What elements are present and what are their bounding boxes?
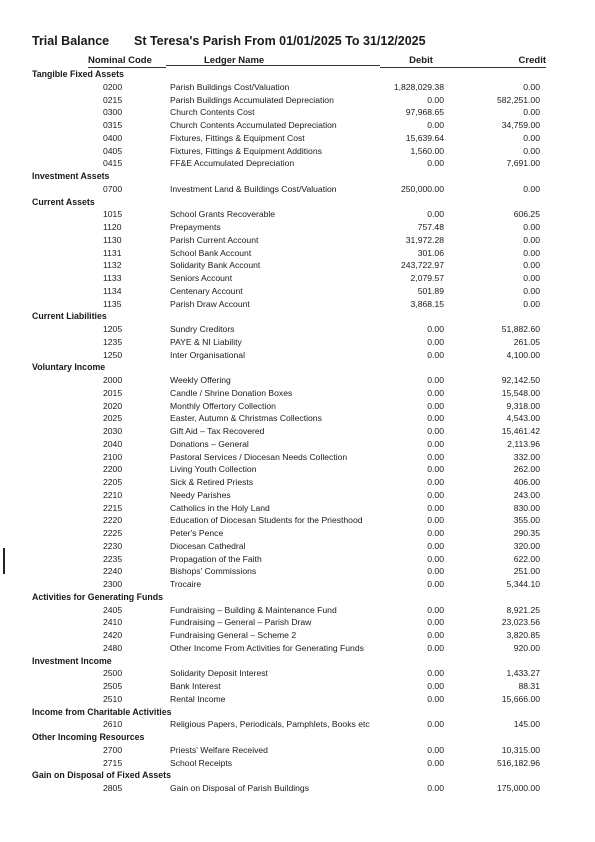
- table-row: [0, 221, 595, 234]
- section-heading: [0, 731, 595, 744]
- column-header-credit: Credit: [462, 55, 546, 68]
- cell-credit: 606.25: [513, 209, 540, 220]
- cell-code: 0300: [103, 107, 123, 118]
- table-row: [0, 489, 595, 502]
- table-row: [0, 476, 595, 489]
- cell-name: Parish Buildings Cost/Valuation: [170, 81, 290, 92]
- section-heading: [0, 310, 595, 323]
- section-heading: [0, 655, 595, 668]
- cell-code: 1015: [103, 209, 123, 220]
- table-row: [0, 272, 595, 285]
- table-row: [0, 502, 595, 515]
- cell-credit: 0.00: [523, 222, 540, 232]
- cell-debit: 0.00: [427, 158, 444, 169]
- cell-debit: 0.00: [427, 336, 444, 347]
- cell-debit: 0.00: [427, 617, 444, 628]
- table-row: [0, 438, 595, 451]
- cell-name: Investment Land & Buildings Cost/Valuation: [170, 183, 337, 194]
- cell-credit: 0.00: [523, 183, 540, 194]
- cell-debit: 0.00: [427, 579, 444, 589]
- cell-credit: 0.00: [523, 132, 540, 143]
- report-subtitle: St Teresa's Parish From 01/01/2025 To 31/12/2025: [134, 34, 426, 48]
- cell-credit: 23,023.56: [501, 617, 540, 628]
- cell-credit: 290.35: [513, 528, 540, 538]
- cell-code: 1135: [103, 298, 122, 309]
- cell-credit: 175,000.00: [496, 783, 540, 793]
- cell-credit: 8,921.25: [506, 604, 540, 615]
- cell-name: Fixtures, Fittings & Equipment Additions: [170, 145, 322, 156]
- cell-code: 2500: [103, 668, 123, 679]
- cell-code: 2700: [103, 744, 123, 755]
- cell-code: 1235: [103, 336, 123, 347]
- cell-code: 2205: [103, 477, 123, 487]
- cell-code: 2420: [103, 630, 123, 640]
- cell-debit: 1,828,029.38: [393, 81, 444, 92]
- table-row: [0, 693, 595, 706]
- cell-debit: 0.00: [427, 426, 444, 436]
- cell-debit: 0.00: [427, 489, 444, 500]
- cell-code: 1131: [103, 247, 122, 258]
- report-title: Trial Balance: [32, 34, 110, 48]
- cell-credit: 0.00: [523, 285, 540, 296]
- cell-debit: 0.00: [427, 387, 444, 398]
- table-row: [0, 336, 595, 349]
- cell-code: 0215: [103, 94, 123, 105]
- cell-credit: 2,113.96: [507, 438, 540, 449]
- cell-debit: 301.06: [417, 247, 444, 258]
- cell-code: 2210: [103, 489, 123, 500]
- cell-credit: 332.00: [513, 451, 540, 462]
- cell-debit: 0.00: [427, 642, 444, 653]
- cell-code: 2200: [103, 464, 123, 475]
- cell-credit: 261.05: [513, 336, 540, 347]
- section-title: Activities for Generating Funds: [32, 591, 163, 602]
- section-title: Investment Assets: [32, 171, 110, 181]
- cell-debit: 31,972.28: [405, 234, 444, 245]
- table-row: [0, 412, 595, 425]
- cell-debit: 0.00: [427, 744, 444, 755]
- cell-name: Bank Interest: [170, 681, 221, 691]
- cell-debit: 0.00: [427, 400, 444, 411]
- cell-credit: 92,142.50: [501, 375, 540, 385]
- cell-credit: 51,882.60: [501, 324, 540, 334]
- cell-code: 2020: [103, 400, 123, 411]
- cell-name: Fundraising – Building & Maintenance Fund: [170, 604, 337, 615]
- cell-credit: 10,315.00: [501, 744, 540, 755]
- cell-code: 2510: [103, 693, 123, 704]
- cell-debit: 0.00: [427, 120, 444, 130]
- table-row: [0, 285, 595, 298]
- cell-code: 2230: [103, 540, 123, 551]
- cell-name: FF&E Accumulated Depreciation: [170, 158, 295, 169]
- cell-name: Trocaire: [170, 579, 202, 589]
- cell-name: PAYE & NI Liability: [170, 336, 242, 347]
- section-title: Tangible Fixed Assets: [32, 69, 124, 79]
- cell-name: Sundry Creditors: [170, 324, 235, 334]
- cell-debit: 0.00: [427, 681, 444, 691]
- table-row: [0, 400, 595, 413]
- cell-debit: 0.00: [427, 464, 444, 475]
- cell-debit: 0.00: [427, 438, 444, 449]
- cell-code: 1120: [103, 222, 122, 232]
- table-row: [0, 451, 595, 464]
- table-row: [0, 106, 595, 119]
- column-header-name: Ledger Name: [166, 55, 380, 66]
- cell-name: Fundraising General – Scheme 2: [170, 630, 297, 640]
- cell-name: Fundraising – General – Parish Draw: [170, 617, 312, 628]
- cell-code: 2215: [103, 502, 123, 513]
- table-row: [0, 119, 595, 132]
- cell-credit: 88.31: [518, 681, 540, 691]
- cell-name: Solidarity Deposit Interest: [170, 668, 268, 679]
- cell-credit: 5,344.10: [506, 579, 540, 589]
- cell-code: 2405: [103, 604, 123, 615]
- cell-debit: 0.00: [427, 209, 444, 220]
- cell-code: 2015: [103, 387, 123, 398]
- cell-credit: 830.00: [513, 502, 540, 513]
- cell-name: Parish Buildings Accumulated Depreciation: [170, 94, 334, 105]
- cell-code: 1132: [103, 260, 122, 271]
- cell-name: Other Income From Activities for Generating Funds: [170, 642, 364, 653]
- table-row: [0, 680, 595, 693]
- table-row: [0, 629, 595, 642]
- cell-code: 2480: [103, 642, 123, 653]
- report-header: [32, 34, 426, 48]
- cell-name: Prepayments: [170, 222, 221, 232]
- cell-name: Church Contents Cost: [170, 107, 255, 118]
- cell-code: 0415: [103, 158, 123, 169]
- cell-credit: 15,666.00: [501, 693, 540, 704]
- cell-code: 1133: [103, 273, 122, 283]
- table-row: [0, 616, 595, 629]
- cell-code: 1134: [103, 285, 122, 296]
- cell-debit: 0.00: [427, 94, 444, 105]
- table-row: [0, 349, 595, 362]
- table-row: [0, 578, 595, 591]
- table-row: [0, 132, 595, 145]
- cell-code: 2505: [103, 681, 123, 691]
- cell-debit: 0.00: [427, 630, 444, 640]
- cell-code: 2410: [103, 617, 123, 628]
- table-row: [0, 247, 595, 260]
- cell-debit: 243,722.97: [400, 260, 444, 271]
- cell-credit: 1,433.27: [506, 668, 540, 679]
- cell-code: 2235: [103, 553, 123, 564]
- cell-name: Fixtures, Fittings & Equipment Cost: [170, 132, 305, 143]
- column-header-code: Nominal Code: [88, 55, 166, 68]
- cell-credit: 582,251.00: [496, 94, 540, 105]
- cell-debit: 0.00: [427, 515, 444, 526]
- cell-debit: 0.00: [427, 375, 444, 385]
- cell-name: Parish Current Account: [170, 234, 259, 245]
- cell-name: Seniors Account: [170, 273, 233, 283]
- cell-debit: 2,079.57: [410, 273, 444, 283]
- section-title: Current Liabilities: [32, 311, 107, 322]
- cell-name: Needy Parishes: [170, 489, 231, 500]
- cell-credit: 15,548.00: [501, 387, 540, 398]
- column-header-debit: Debit: [380, 55, 462, 68]
- cell-code: 2220: [103, 515, 123, 526]
- scan-edge-mark: [3, 548, 5, 574]
- cell-name: Donations – General: [170, 438, 249, 449]
- cell-name: Bishops' Commissions: [170, 566, 257, 577]
- section-title: Investment Income: [32, 655, 112, 666]
- cell-credit: 320.00: [513, 540, 540, 551]
- cell-debit: 0.00: [427, 604, 444, 615]
- cell-debit: 3,868.15: [410, 298, 444, 309]
- cell-name: Sick & Retired Priests: [170, 477, 254, 487]
- cell-name: Gain on Disposal of Parish Buildings: [170, 783, 310, 793]
- cell-credit: 145.00: [513, 719, 540, 730]
- cell-credit: 262.00: [513, 464, 540, 475]
- table-row: [0, 145, 595, 158]
- cell-name: Church Contents Accumulated Depreciation: [170, 120, 337, 130]
- cell-code: 0400: [103, 132, 123, 143]
- cell-debit: 1,560.00: [410, 145, 444, 156]
- cell-name: Monthly Offertory Collection: [170, 400, 276, 411]
- cell-name: Religious Papers, Periodicals, Pamphlets, Books etc: [170, 719, 370, 730]
- cell-debit: 97,968.65: [405, 107, 444, 118]
- cell-credit: 406.00: [513, 477, 540, 487]
- cell-debit: 0.00: [427, 757, 444, 768]
- cell-debit: 0.00: [427, 528, 444, 538]
- cell-debit: 757.48: [417, 222, 444, 232]
- cell-credit: 0.00: [523, 107, 540, 118]
- cell-name: Peter's Pence: [170, 528, 224, 538]
- cell-credit: 0.00: [523, 247, 540, 258]
- cell-code: 0315: [103, 120, 123, 130]
- section-title: Other Incoming Resources: [32, 732, 145, 742]
- section-heading: [0, 591, 595, 604]
- cell-debit: 0.00: [427, 502, 444, 513]
- section-heading: [0, 706, 595, 719]
- cell-name: School Bank Account: [170, 247, 252, 258]
- cell-credit: 920.00: [513, 642, 540, 653]
- cell-name: Parish Draw Account: [170, 298, 250, 309]
- cell-credit: 516,182.96: [496, 757, 540, 768]
- table-row: [0, 463, 595, 476]
- cell-name: Gift Aid – Tax Recovered: [170, 426, 265, 436]
- cell-debit: 0.00: [427, 719, 444, 730]
- cell-code: 2040: [103, 438, 123, 449]
- cell-credit: 4,100.00: [506, 349, 540, 360]
- cell-code: 2100: [103, 451, 123, 462]
- cell-code: 1250: [103, 349, 123, 360]
- section-title: Gain on Disposal of Fixed Assets: [32, 770, 171, 781]
- table-row: [0, 757, 595, 770]
- table-row: [0, 565, 595, 578]
- table-row: [0, 540, 595, 553]
- cell-name: Priests' Welfare Received: [170, 744, 268, 755]
- table-row: [0, 208, 595, 221]
- cell-debit: 0.00: [427, 783, 444, 793]
- table-row: [0, 514, 595, 527]
- cell-credit: 0.00: [523, 298, 540, 309]
- cell-name: School Grants Recoverable: [170, 209, 276, 220]
- cell-credit: 4,543.00: [506, 413, 540, 424]
- cell-credit: 622.00: [513, 553, 540, 564]
- cell-name: Inter Organisational: [170, 349, 245, 360]
- cell-debit: 15,639.64: [405, 132, 444, 143]
- section-heading: [0, 361, 595, 374]
- cell-name: Living Youth Collection: [170, 464, 257, 475]
- table-row: [0, 425, 595, 438]
- cell-credit: 243.00: [513, 489, 540, 500]
- cell-debit: 0.00: [427, 324, 444, 334]
- cell-name: Propagation of the Faith: [170, 553, 262, 564]
- table-row: [0, 744, 595, 757]
- cell-credit: 0.00: [523, 234, 540, 245]
- cell-code: 2225: [103, 528, 123, 538]
- cell-name: School Receipts: [170, 757, 233, 768]
- cell-credit: 0.00: [523, 273, 540, 283]
- cell-code: 2805: [103, 783, 123, 793]
- table-row: [0, 183, 595, 196]
- cell-debit: 0.00: [427, 566, 444, 577]
- cell-debit: 0.00: [427, 553, 444, 564]
- cell-name: Candle / Shrine Donation Boxes: [170, 387, 293, 398]
- cell-code: 2025: [103, 413, 123, 424]
- cell-debit: 501.89: [417, 285, 444, 296]
- cell-credit: 0.00: [523, 145, 540, 156]
- cell-credit: 3,820.85: [506, 630, 540, 640]
- cell-name: Rental Income: [170, 693, 226, 704]
- cell-debit: 0.00: [427, 413, 444, 424]
- table-row: [0, 553, 595, 566]
- cell-name: Solidarity Bank Account: [170, 260, 261, 271]
- cell-debit: 0.00: [427, 477, 444, 487]
- cell-credit: 355.00: [513, 515, 540, 526]
- cell-name: Catholics in the Holy Land: [170, 502, 270, 513]
- cell-code: 1205: [103, 324, 123, 334]
- table-row: [0, 718, 595, 731]
- section-heading: [0, 196, 595, 209]
- cell-debit: 0.00: [427, 349, 444, 360]
- section-title: Income from Charitable Activities: [32, 706, 172, 717]
- cell-debit: 0.00: [427, 668, 444, 679]
- table-row: [0, 374, 595, 387]
- cell-code: 1130: [103, 234, 122, 245]
- ledger-table: [0, 68, 595, 795]
- cell-name: Pastoral Services / Diocesan Needs Collection: [170, 451, 348, 462]
- cell-name: Weekly Offering: [170, 375, 231, 385]
- table-row: [0, 387, 595, 400]
- cell-name: Easter, Autumn & Christmas Collections: [170, 413, 322, 424]
- table-row: [0, 782, 595, 795]
- cell-code: 2300: [103, 579, 123, 589]
- table-row: [0, 667, 595, 680]
- cell-code: 2240: [103, 566, 123, 577]
- cell-code: 0405: [103, 145, 123, 156]
- section-title: Voluntary Income: [32, 362, 106, 373]
- cell-credit: 0.00: [523, 260, 540, 271]
- cell-name: Education of Diocesan Students for the Priesthood: [170, 515, 363, 526]
- cell-credit: 7,691.00: [506, 158, 540, 169]
- cell-name: Diocesan Cathedral: [170, 540, 246, 551]
- cell-credit: 15,461.42: [501, 426, 540, 436]
- table-row: [0, 94, 595, 107]
- cell-name: Centenary Account: [170, 285, 243, 296]
- table-row: [0, 81, 595, 94]
- cell-debit: 250,000.00: [400, 183, 444, 194]
- cell-debit: 0.00: [427, 451, 444, 462]
- section-heading: [0, 769, 595, 782]
- section-title: Current Assets: [32, 196, 95, 207]
- cell-credit: 34,759.00: [501, 120, 540, 130]
- table-row: [0, 642, 595, 655]
- table-row: [0, 527, 595, 540]
- table-row: [0, 234, 595, 247]
- table-row: [0, 157, 595, 170]
- cell-credit: 9,318.00: [506, 400, 540, 411]
- cell-code: 2030: [103, 426, 123, 436]
- table-row: [0, 604, 595, 617]
- cell-credit: 0.00: [523, 81, 540, 92]
- cell-code: 0700: [103, 183, 123, 194]
- cell-debit: 0.00: [427, 540, 444, 551]
- cell-debit: 0.00: [427, 693, 444, 704]
- cell-code: 2715: [103, 757, 123, 768]
- cell-code: 2610: [103, 719, 123, 730]
- cell-credit: 251.00: [513, 566, 540, 577]
- cell-code: 2000: [103, 375, 123, 385]
- section-heading: [0, 170, 595, 183]
- table-row: [0, 259, 595, 272]
- cell-code: 0200: [103, 81, 123, 92]
- table-row: [0, 323, 595, 336]
- table-row: [0, 298, 595, 311]
- section-heading: [0, 68, 595, 81]
